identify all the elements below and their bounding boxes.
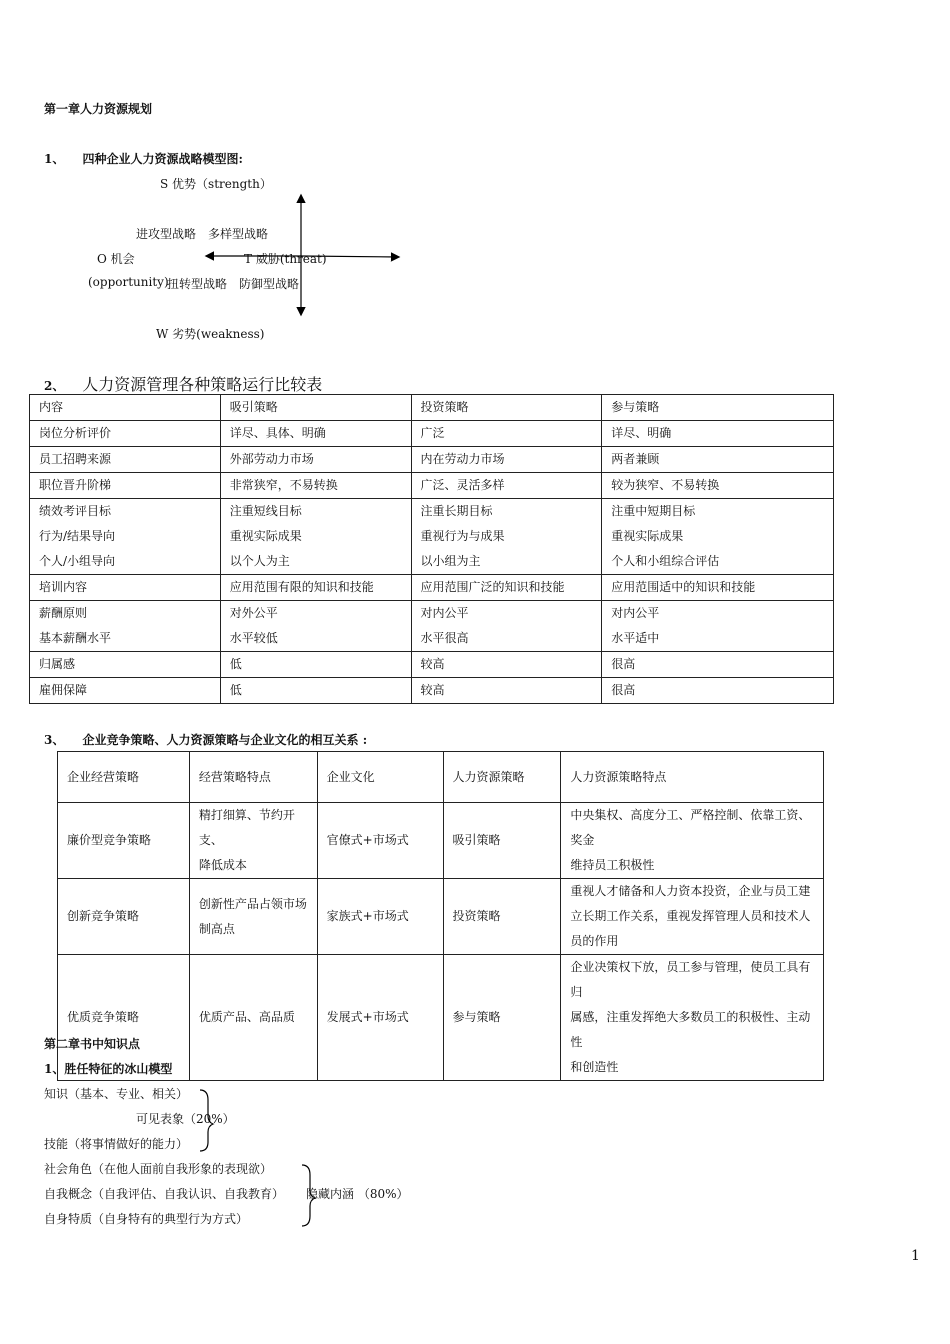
cell-text: 非常狭窄，不易转换 [229, 478, 338, 492]
cell-text: 精打细算、节约开支、 [198, 808, 295, 847]
opportunity-en-label: (opportunity) [88, 275, 169, 289]
cell-text: 两者兼顾 [611, 452, 660, 466]
cell-text: 员的作用 [570, 934, 619, 948]
section-number: 2、 [44, 379, 65, 393]
cell-text: 个人/小组导向 [39, 554, 116, 568]
cell-text: 企业决策权下放，员工参与管理，使员工具有归 [570, 960, 811, 999]
cell-text: 对内公平 [611, 606, 660, 620]
cell-text: 外部劳动力市场 [229, 452, 314, 466]
cell-text: 投资策略 [452, 909, 501, 923]
cell-text: 重视实际成果 [611, 529, 684, 543]
cell-text: 创新竞争策略 [67, 909, 140, 923]
table-row [58, 955, 824, 1081]
cell-text: 发展式+市场式 [326, 1010, 409, 1024]
cell-text: 绩效考评目标 [39, 504, 112, 518]
cell-text: 员工招聘来源 [39, 452, 112, 466]
cell-text: 很高 [611, 683, 636, 697]
table-row [30, 473, 834, 499]
table-cell [602, 601, 834, 652]
table-cell [602, 678, 834, 704]
table-cell [30, 499, 221, 575]
table-row [30, 421, 834, 447]
table-cell [602, 473, 834, 499]
cell-text: 广泛 [420, 426, 445, 440]
section-number: 3、 [44, 733, 65, 747]
table-cell [602, 395, 834, 421]
table-row [30, 601, 834, 652]
cell-text: 注重中短期目标 [611, 504, 696, 518]
cell-text: 重视行为与成果 [420, 529, 505, 543]
table-cell [30, 575, 221, 601]
cell-text: 较为狭窄、不易转换 [611, 478, 720, 492]
cell-text: 家族式+市场式 [326, 909, 409, 923]
section-2-heading [44, 372, 322, 395]
right-brace-icon [200, 1090, 213, 1151]
table-cell [602, 421, 834, 447]
axes-arrows [0, 0, 950, 340]
table-cell [30, 421, 221, 447]
table-cell [58, 803, 190, 879]
table-cell [317, 955, 443, 1081]
cell-text: 内容 [39, 400, 64, 414]
cell-text: 注重长期目标 [420, 504, 493, 518]
table-cell [189, 955, 317, 1081]
cell-text: 职位晋升阶梯 [39, 478, 112, 492]
social-role-item: 社会角色（在他人面前自我形象的表现欲） [44, 1162, 273, 1176]
table-cell [411, 678, 602, 704]
table-cell [561, 803, 824, 879]
column-header: 企业文化 [317, 752, 443, 803]
right-brace-icon [302, 1165, 315, 1226]
section-title: 人力资源管理各种策略运行比较表 [82, 375, 323, 394]
column-header: 经营策略特点 [189, 752, 317, 803]
cell-text: 以小组为主 [420, 554, 481, 568]
weakness-label: W 劣势(weakness) [156, 327, 265, 341]
cell-text: 内在劳动力市场 [420, 452, 505, 466]
cell-text: 对外公平 [229, 606, 278, 620]
cell-text: 优质竞争策略 [67, 1010, 140, 1024]
quadrant-top-labels: 进攻型战略 多样型战略 [136, 227, 269, 241]
opportunity-label: O 机会 [97, 252, 135, 266]
cell-text: 水平较低 [229, 631, 278, 645]
cell-text: 中央集权、高度分工、严格控制、依靠工资、奖金 [570, 808, 811, 847]
hidden-part-label: 隐藏内涵 （80%） [306, 1187, 409, 1201]
table-cell [317, 879, 443, 955]
cell-text: 参与策略 [611, 400, 660, 414]
table-cell [443, 879, 561, 955]
table-cell [411, 421, 602, 447]
threat-label: T 威胁(threat) [244, 252, 327, 266]
cell-text: 投资策略 [420, 400, 469, 414]
table-cell [411, 499, 602, 575]
table-cell [58, 879, 190, 955]
cell-text: 培训内容 [39, 580, 88, 594]
cell-text: 较高 [420, 683, 445, 697]
table-cell [561, 879, 824, 955]
cell-text: 水平适中 [611, 631, 660, 645]
cell-text: 对内公平 [420, 606, 469, 620]
cell-text: 雇佣保障 [39, 683, 88, 697]
cell-text: 吸引策略 [452, 833, 501, 847]
cell-text: 优质产品、高品质 [198, 1010, 295, 1024]
table-cell [30, 601, 221, 652]
cell-text: 基本薪酬水平 [39, 631, 112, 645]
iceberg-model-title: 1、胜任特征的冰山模型 [44, 1062, 173, 1076]
cell-text: 降低成本 [198, 858, 247, 872]
table-row [58, 803, 824, 879]
cell-text: 立长期工作关系，重视发挥管理人员和技术人 [570, 909, 811, 923]
table-cell [30, 678, 221, 704]
cell-text: 详尽、具体、明确 [229, 426, 326, 440]
table-row [30, 575, 834, 601]
cell-text: 行为/结果导向 [39, 529, 116, 543]
table-cell [317, 803, 443, 879]
table-cell [220, 473, 411, 499]
visible-part-label: 可见表象（20%） [136, 1112, 235, 1126]
quadrant-bottom-labels: 扭转型战略 防御型战略 [167, 277, 300, 291]
table-cell [602, 447, 834, 473]
column-header: 人力资源策略特点 [561, 752, 824, 803]
table-row [58, 879, 824, 955]
cell-text: 重视实际成果 [229, 529, 302, 543]
section-3-heading [44, 731, 367, 748]
skill-item: 技能（将事情做好的能力） [44, 1137, 189, 1151]
column-header: 人力资源策略 [443, 752, 561, 803]
table-cell [602, 575, 834, 601]
cell-text: 以个人为主 [229, 554, 290, 568]
table-cell [30, 447, 221, 473]
cell-text: 低 [229, 657, 242, 671]
cell-text: 水平很高 [420, 631, 469, 645]
section-title: 企业竞争策略、人力资源策略与企业文化的相互关系 : [82, 733, 368, 747]
competition-strategy-table [57, 751, 824, 1081]
cell-text: 个人和小组综合评估 [611, 554, 720, 568]
table-cell [220, 652, 411, 678]
strength-label: S 优势（strength） [160, 177, 272, 191]
chapter-2-title: 第二章书中知识点 [44, 1037, 141, 1051]
section-number: 1、 [44, 152, 65, 166]
table-cell [411, 447, 602, 473]
table-cell [189, 803, 317, 879]
table-cell [443, 803, 561, 879]
chapter-1-title: 第一章人力资源规划 [44, 102, 153, 116]
table-row [30, 395, 834, 421]
table-cell [561, 955, 824, 1081]
table-cell [220, 499, 411, 575]
cell-text: 维持员工积极性 [570, 858, 655, 872]
cell-text: 归属感 [39, 657, 76, 671]
cell-text: 岗位分析评价 [39, 426, 112, 440]
table-cell [30, 395, 221, 421]
cell-text: 属感，注重发挥绝大多数员工的积极性、主动性 [570, 1010, 811, 1049]
table-cell [220, 678, 411, 704]
table-row [30, 499, 834, 575]
section-title: 四种企业人力资源战略模型图: [82, 152, 243, 166]
trait-item: 自身特质（自身特有的典型行为方式） [44, 1212, 249, 1226]
cell-text: 应用范围适中的知识和技能 [611, 580, 756, 594]
cell-text: 廉价型竞争策略 [67, 833, 152, 847]
table-row [30, 652, 834, 678]
table-cell [220, 447, 411, 473]
table-cell [411, 652, 602, 678]
cell-text: 很高 [611, 657, 636, 671]
cell-text: 制高点 [198, 921, 235, 936]
cell-text: 详尽、明确 [611, 426, 672, 440]
table-cell [220, 421, 411, 447]
table-cell [220, 395, 411, 421]
table-cell [411, 395, 602, 421]
table-cell [602, 499, 834, 575]
cell-text: 和创造性 [570, 1060, 619, 1074]
table-cell [411, 601, 602, 652]
table-row [30, 678, 834, 704]
table-cell [220, 575, 411, 601]
cell-text: 吸引策略 [229, 400, 278, 414]
table-cell [411, 575, 602, 601]
cell-text: 参与策略 [452, 1010, 501, 1024]
cell-text: 广泛、灵活多样 [420, 478, 505, 492]
cell-text: 应用范围广泛的知识和技能 [420, 580, 565, 594]
knowledge-item: 知识（基本、专业、相关） [44, 1087, 189, 1101]
page-number: 1 [911, 1248, 920, 1264]
cell-text: 重视人才储备和人力资本投资，企业与员工建 [570, 884, 811, 898]
cell-text: 创新性产品占领市场 [198, 896, 307, 911]
cell-text: 较高 [420, 657, 445, 671]
self-concept-item: 自我概念（自我评估、自我认识、自我教育） [44, 1187, 285, 1201]
table-cell [220, 601, 411, 652]
column-header: 企业经营策略 [58, 752, 190, 803]
table-header-row [58, 752, 824, 803]
cell-text: 应用范围有限的知识和技能 [229, 580, 374, 594]
cell-text: 注重短线目标 [229, 504, 302, 518]
table-row [30, 447, 834, 473]
table-cell [30, 473, 221, 499]
table-cell [411, 473, 602, 499]
table-cell [30, 652, 221, 678]
table-cell [602, 652, 834, 678]
cell-text: 低 [229, 683, 242, 697]
table-cell [443, 955, 561, 1081]
strategy-comparison-table [29, 394, 834, 704]
brace-icons [0, 1080, 330, 1240]
cell-text: 官僚式+市场式 [326, 833, 409, 847]
table-cell [189, 879, 317, 955]
cell-text: 薪酬原则 [39, 606, 88, 620]
